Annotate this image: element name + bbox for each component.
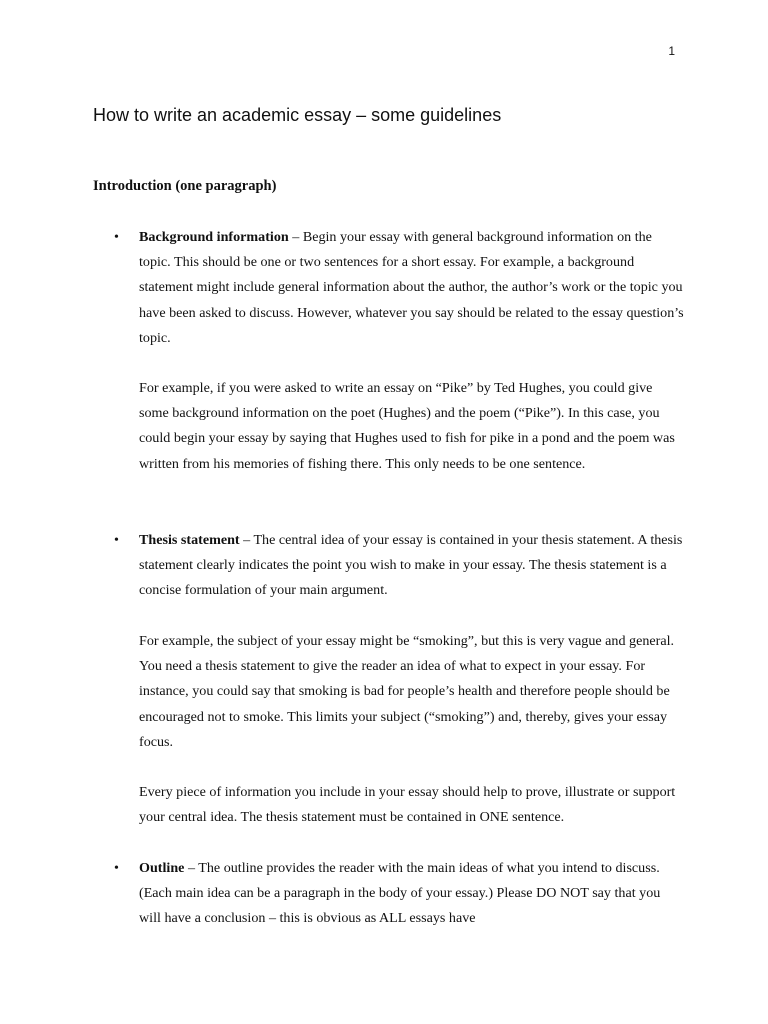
bullet-lead: Thesis statement bbox=[139, 532, 240, 548]
bullet-dot-icon: • bbox=[114, 861, 119, 876]
example-paragraph: For example, the subject of your essay might be “smoking”, but this is very vague and general. You need a thesis statement to give the reader an idea of what to expect in your essay. For instance, you could say that smoking is bad for people’s health and therefore people should be encouraged not to smoke. This limits your subject (“smoking”) and, thereby, gives your essay focus. bbox=[139, 633, 675, 750]
bullet-text: – Begin your essay with general background information on the topic. This should be one or two sentences for a short essay. For example, a background statement might include general information about the author, the author’s work or the topic you have been asked to discuss. However, whatever you say should be related to the essay question’s topic. bbox=[139, 229, 684, 346]
bullet-text: – The central idea of your essay is contained in your thesis statement. A thesis statement clearly indicates the point you wish to make in your essay. The thesis statement is a concise formulation of your main argument. bbox=[139, 532, 683, 599]
document-title: How to write an academic essay – some guidelines bbox=[93, 105, 502, 125]
bullet-lead: Background information bbox=[139, 229, 289, 245]
bullet-dot-icon: • bbox=[114, 533, 119, 548]
bullet-paragraph bbox=[139, 856, 685, 932]
example-paragraph: For example, if you were asked to write an essay on “Pike” by Ted Hughes, you could give some background information on the poet (Hughes) and the poem (“Pike”). In this case, you could begin your essay by saying that Hughes used to fish for pike in a pond and the poem was written from his memories of fishing there. This only needs to be one sentence. bbox=[139, 380, 675, 472]
bullet-text: – The outline provides the reader with the main ideas of what you intend to discuss. (Each main idea can be a paragraph in the body of your essay.) Please DO NOT say that you will have a conclusion – this is obvious as ALL essays have bbox=[139, 860, 661, 927]
bullet-lead: Outline bbox=[139, 860, 185, 876]
bullet-dot-icon: • bbox=[114, 230, 119, 245]
page-number: 1 bbox=[668, 44, 675, 58]
support-paragraph: Every piece of information you include in your essay should help to prove, illustrate or support your central idea. The thesis statement must be contained in ONE sentence. bbox=[139, 784, 676, 826]
bullet-paragraph bbox=[139, 225, 685, 351]
bullet-paragraph bbox=[139, 528, 685, 604]
section-heading-introduction: Introduction (one paragraph) bbox=[93, 178, 277, 194]
